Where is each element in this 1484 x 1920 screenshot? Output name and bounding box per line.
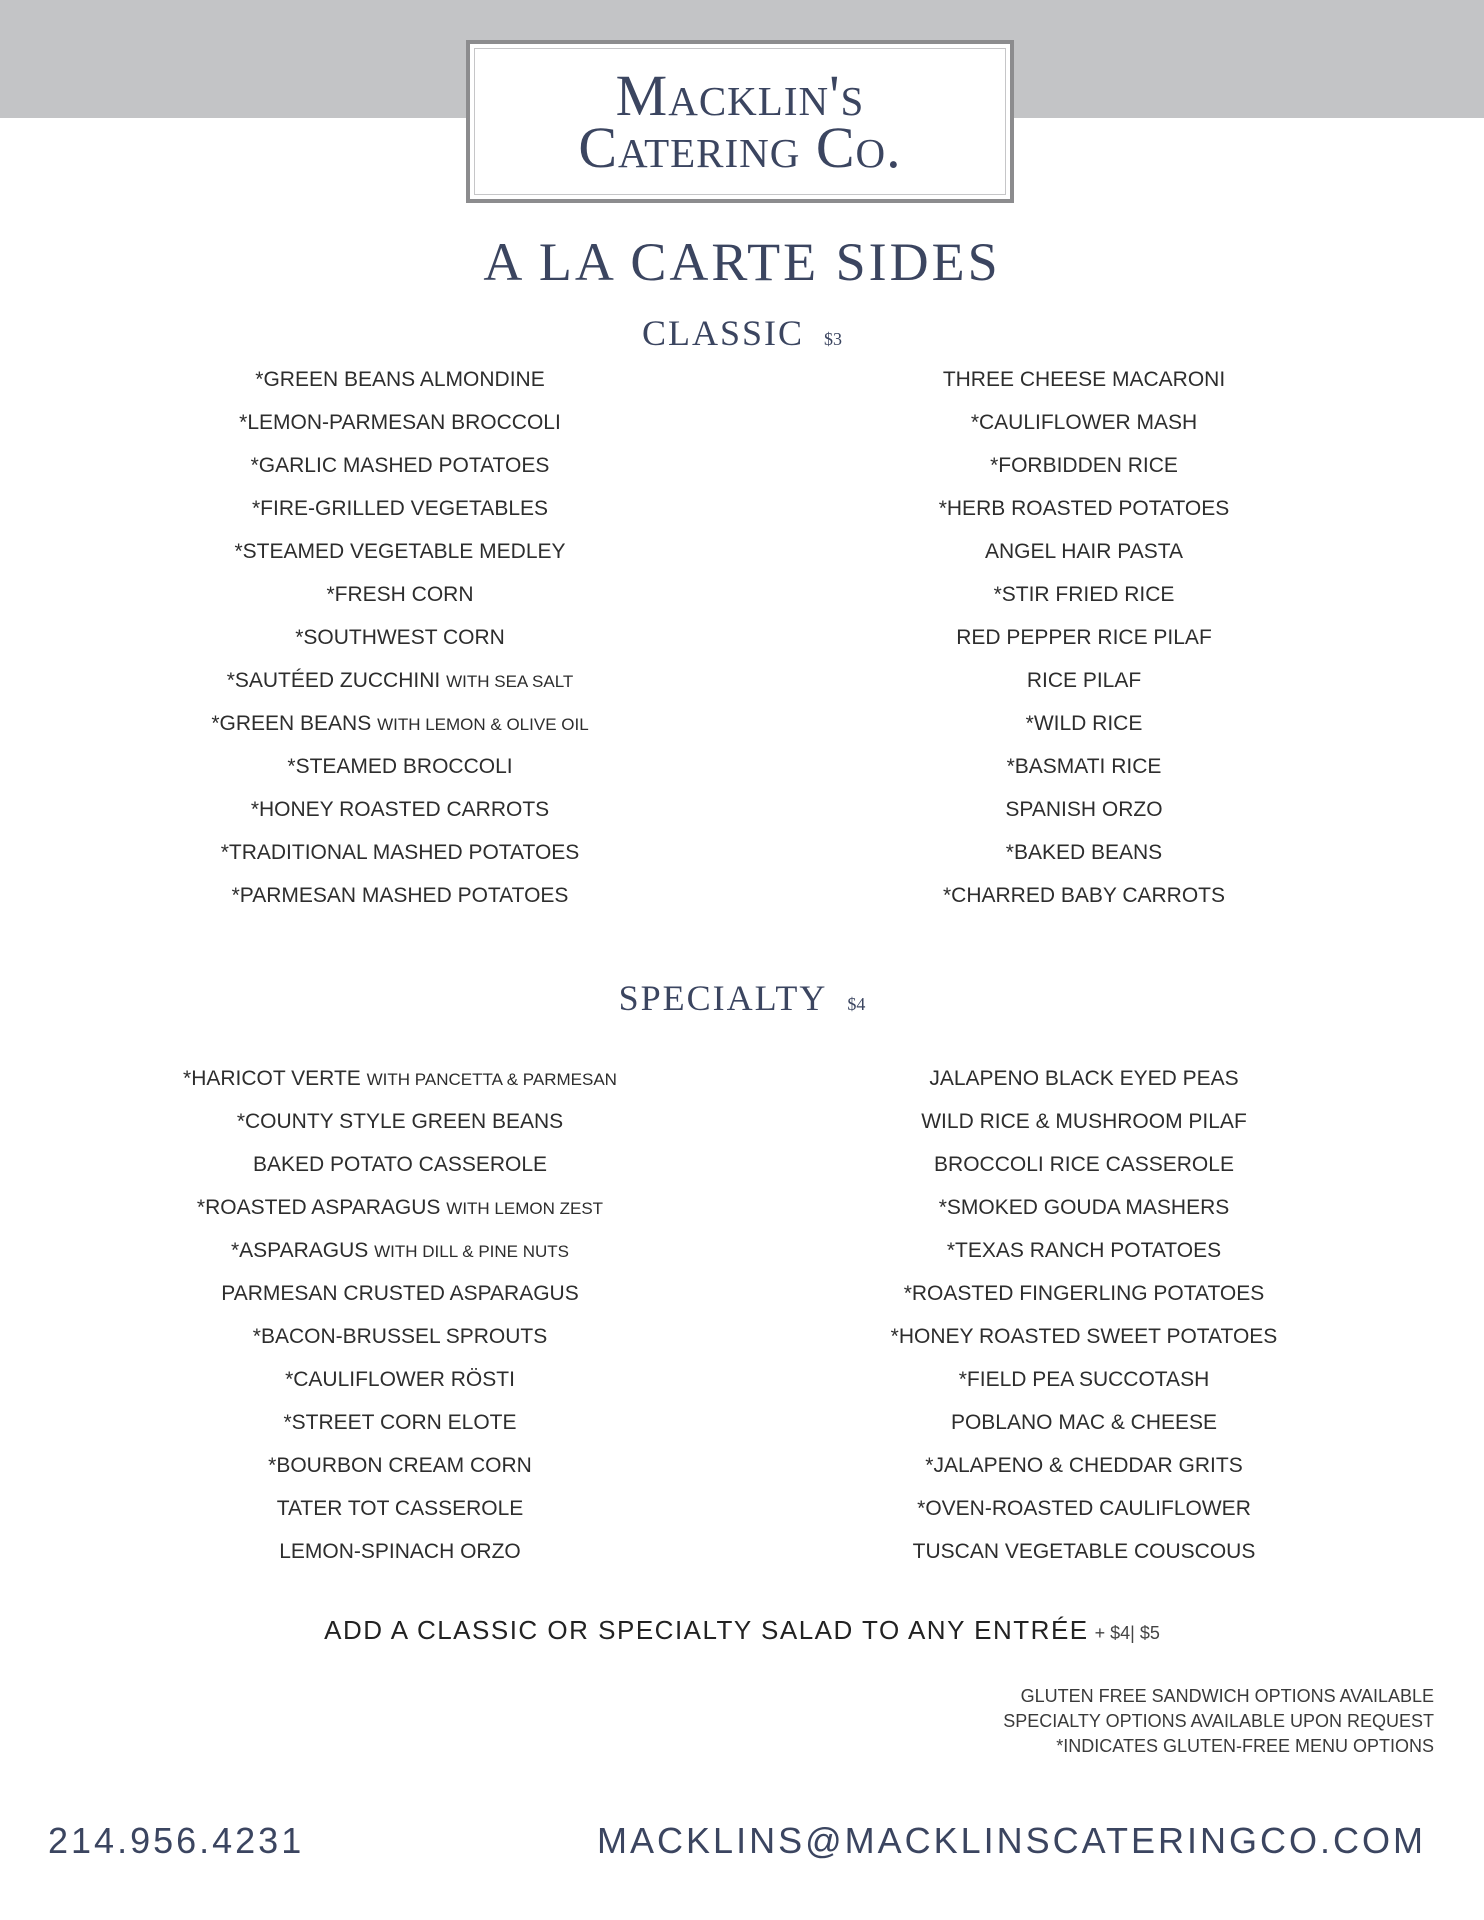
menu-item-name: *CAULIFLOWER RÖSTI <box>285 1368 515 1391</box>
menu-item-note: WITH LEMON ZEST <box>446 1199 604 1218</box>
menu-item <box>784 1444 1384 1487</box>
logo-line-1: Macklin's <box>615 62 865 128</box>
classic-heading <box>0 312 1484 354</box>
menu-item <box>784 1401 1384 1444</box>
menu-item-name: SPANISH ORZO <box>1005 798 1163 821</box>
menu-item-name: JALAPENO BLACK EYED PEAS <box>929 1067 1239 1090</box>
menu-item <box>784 788 1384 831</box>
menu-item-name: RICE PILAF <box>1026 669 1142 692</box>
menu-item-name: *GREEN BEANS <box>211 712 372 735</box>
classic-price: $3 <box>824 329 843 349</box>
menu-item <box>784 530 1384 573</box>
menu-item-name: *STEAMED BROCCOLI <box>287 755 513 778</box>
menu-item <box>100 659 700 702</box>
specialty-heading <box>0 977 1484 1019</box>
menu-item-name: *CHARRED BABY CARROTS <box>942 884 1225 907</box>
menu-item <box>100 831 700 874</box>
menu-item <box>100 530 700 573</box>
salad-addon <box>0 1615 1484 1646</box>
menu-item-name: *TRADITIONAL MASHED POTATOES <box>220 841 580 864</box>
menu-item <box>784 1057 1384 1100</box>
menu-item-name: WILD RICE & MUSHROOM PILAF <box>921 1110 1247 1133</box>
menu-item-name: *STIR FRIED RICE <box>993 583 1175 606</box>
classic-left-list <box>100 358 700 917</box>
menu-item-name: *FRESH CORN <box>326 583 474 606</box>
menu-item-name: *LEMON-PARMESAN BROCCOLI <box>239 411 561 434</box>
menu-item-name: *TEXAS RANCH POTATOES <box>946 1239 1222 1262</box>
menu-item <box>100 1444 700 1487</box>
menu-item <box>100 1401 700 1444</box>
menu-item-name: BAKED POTATO CASSEROLE <box>252 1153 548 1176</box>
menu-item-name: *CAULIFLOWER MASH <box>970 411 1198 434</box>
classic-right-list <box>784 358 1384 917</box>
phone-number[interactable]: 214.956.4231 <box>48 1820 305 1861</box>
menu-item-name: *SOUTHWEST CORN <box>295 626 505 649</box>
specialty-left-list <box>100 1057 700 1573</box>
menu-item <box>100 1057 700 1100</box>
menu-item <box>784 1100 1384 1143</box>
menu-item <box>784 1358 1384 1401</box>
menu-item-name: *FIRE-GRILLED VEGETABLES <box>251 497 549 520</box>
menu-item-name: *BAKED BEANS <box>1005 841 1163 864</box>
menu-item <box>100 358 700 401</box>
menu-item <box>784 1186 1384 1229</box>
menu-item <box>100 788 700 831</box>
menu-item <box>784 1272 1384 1315</box>
menu-item <box>784 358 1384 401</box>
menu-item-name: *ROASTED ASPARAGUS <box>196 1196 441 1219</box>
menu-item <box>100 1229 700 1272</box>
specialty-title: SPECIALTY <box>618 978 828 1018</box>
menu-item <box>784 1487 1384 1530</box>
menu-item-name: POBLANO MAC & CHEESE <box>950 1411 1218 1434</box>
menu-item-name: *PARMESAN MASHED POTATOES <box>231 884 569 907</box>
menu-item-name: *JALAPENO & CHEDDAR GRITS <box>925 1454 1243 1477</box>
note-gluten-free-indicator: *INDICATES GLUTEN-FREE MENU OPTIONS <box>1056 1736 1434 1756</box>
menu-item-name: THREE CHEESE MACARONI <box>942 368 1226 391</box>
menu-item <box>100 487 700 530</box>
menu-item-name: *STEAMED VEGETABLE MEDLEY <box>234 540 566 563</box>
menu-item <box>100 1100 700 1143</box>
menu-item-name: *WILD RICE <box>1025 712 1143 735</box>
menu-item-name: *SAUTÉED ZUCCHINI <box>226 669 441 692</box>
menu-item <box>100 616 700 659</box>
menu-notes <box>1003 1684 1434 1759</box>
menu-item <box>784 1143 1384 1186</box>
menu-item-name: *GREEN BEANS ALMONDINE <box>255 368 545 391</box>
salad-addon-text: ADD A CLASSIC OR SPECIALTY SALAD TO ANY ENTRÉE <box>324 1615 1089 1645</box>
menu-item <box>100 1272 700 1315</box>
menu-item-name: *BACON-BRUSSEL SPROUTS <box>252 1325 548 1348</box>
menu-item-name: TUSCAN VEGETABLE COUSCOUS <box>912 1540 1256 1563</box>
menu-item <box>100 1358 700 1401</box>
menu-item-name: *HONEY ROASTED CARROTS <box>250 798 550 821</box>
menu-item-name: *GARLIC MASHED POTATOES <box>250 454 550 477</box>
salad-addon-price: + $4| $5 <box>1094 1623 1160 1643</box>
menu-item <box>100 1186 700 1229</box>
menu-item-note: WITH SEA SALT <box>446 672 574 691</box>
menu-item <box>100 573 700 616</box>
menu-item-name: *BOURBON CREAM CORN <box>268 1454 532 1477</box>
menu-item <box>100 1315 700 1358</box>
menu-item-name: *HERB ROASTED POTATOES <box>938 497 1230 520</box>
menu-item-name: TATER TOT CASSEROLE <box>276 1497 524 1520</box>
menu-item-name: *SMOKED GOUDA MASHERS <box>938 1196 1230 1219</box>
specialty-price: $4 <box>847 994 866 1014</box>
email-address[interactable]: MACKLINS@MACKLINSCATERINGCO.COM <box>597 1820 1426 1861</box>
menu-item <box>784 831 1384 874</box>
menu-item <box>100 702 700 745</box>
menu-item-name: BROCCOLI RICE CASSEROLE <box>934 1153 1234 1176</box>
menu-item <box>784 1315 1384 1358</box>
menu-item <box>784 487 1384 530</box>
menu-item <box>784 745 1384 788</box>
menu-item <box>100 444 700 487</box>
menu-item-name: *STREET CORN ELOTE <box>283 1411 517 1434</box>
menu-item-name: RED PEPPER RICE PILAF <box>956 626 1212 649</box>
classic-title: CLASSIC <box>641 313 805 353</box>
menu-item <box>784 401 1384 444</box>
menu-item-note: WITH LEMON & OLIVE OIL <box>377 715 589 734</box>
logo-line-2: Catering Co. <box>578 114 902 180</box>
menu-item-name: *BASMATI RICE <box>1006 755 1162 778</box>
menu-item <box>784 659 1384 702</box>
menu-item <box>784 702 1384 745</box>
logo-frame <box>474 48 1006 195</box>
menu-item-name: *COUNTY STYLE GREEN BEANS <box>236 1110 564 1133</box>
menu-item-name: *HARICOT VERTE <box>183 1067 361 1090</box>
specialty-right-list <box>784 1057 1384 1573</box>
menu-item <box>100 1530 700 1573</box>
menu-item <box>784 874 1384 917</box>
note-gluten-free-sandwich: GLUTEN FREE SANDWICH OPTIONS AVAILABLE <box>1020 1686 1434 1706</box>
menu-item <box>784 1530 1384 1573</box>
menu-item <box>784 444 1384 487</box>
menu-item-note: WITH DILL & PINE NUTS <box>374 1242 570 1261</box>
menu-item <box>100 1487 700 1530</box>
menu-item <box>784 1229 1384 1272</box>
menu-item-name: PARMESAN CRUSTED ASPARAGUS <box>221 1282 579 1305</box>
menu-item <box>100 745 700 788</box>
menu-item-name: ANGEL HAIR PASTA <box>985 540 1183 563</box>
menu-item <box>784 616 1384 659</box>
menu-item-name: *FIELD PEA SUCCOTASH <box>958 1368 1210 1391</box>
menu-item-name: *FORBIDDEN RICE <box>990 454 1178 477</box>
menu-item-name: LEMON-SPINACH ORZO <box>279 1540 521 1563</box>
menu-item-name: *OVEN-ROASTED CAULIFLOWER <box>917 1497 1251 1520</box>
menu-item-name: *ASPARAGUS <box>230 1239 369 1262</box>
menu-item <box>100 1143 700 1186</box>
menu-item <box>100 401 700 444</box>
logo <box>466 40 1014 203</box>
note-specialty-options: SPECIALTY OPTIONS AVAILABLE UPON REQUEST <box>1003 1711 1434 1731</box>
page-title: A LA CARTE SIDES <box>483 232 1001 292</box>
menu-item-name: *HONEY ROASTED SWEET POTATOES <box>890 1325 1278 1348</box>
menu-item-name: *ROASTED FINGERLING POTATOES <box>903 1282 1265 1305</box>
menu-item <box>100 874 700 917</box>
menu-item <box>784 573 1384 616</box>
menu-item-note: WITH PANCETTA & PARMESAN <box>366 1070 617 1089</box>
